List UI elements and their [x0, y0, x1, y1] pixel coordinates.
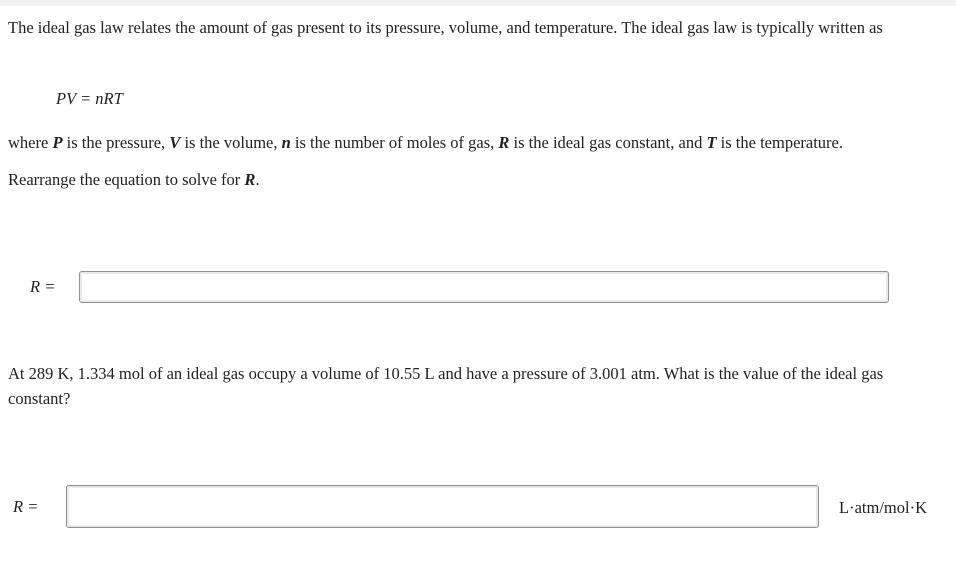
where-text-8: is the ideal gas constant, and: [509, 133, 707, 152]
question2-prompt: At 289 K, 1.334 mol of an ideal gas occupy a volume of 10.55 L and have a pressure of 3.001 atm. What is the value of the ideal gas constant?: [8, 364, 884, 408]
where-text-2: is the pressure,: [62, 133, 170, 152]
answer1-input[interactable]: [79, 271, 889, 303]
answer1-label: R =: [30, 277, 56, 296]
var-n: n: [281, 133, 291, 152]
answer2-input[interactable]: [66, 485, 819, 528]
instruction-text-2: .: [255, 170, 260, 189]
answer2-unit: L·atm/mol·K: [839, 498, 927, 517]
ideal-gas-equation: PV = nRT: [56, 89, 123, 108]
var-r: R: [498, 133, 510, 152]
where-text-4: is the volume,: [180, 133, 282, 152]
variable-definitions: [8, 130, 943, 155]
where-text-6: is the number of moles of gas,: [290, 133, 499, 152]
where-text-10: is the temperature.: [716, 133, 843, 152]
where-text-0: where: [8, 133, 53, 152]
intro-text: The ideal gas law relates the amount of gas present to its pressure, volume, and temperature. The ideal gas law is typically written as: [8, 18, 883, 37]
var-v: V: [169, 133, 181, 152]
var-t: T: [706, 133, 717, 152]
instruction-text: [8, 167, 943, 192]
top-border: [0, 0, 956, 6]
answer2-label: R =: [13, 497, 39, 516]
var-p: P: [52, 133, 63, 152]
instruction-text-0: Rearrange the equation to solve for: [8, 170, 245, 189]
instruction-var-r: R: [244, 170, 256, 189]
